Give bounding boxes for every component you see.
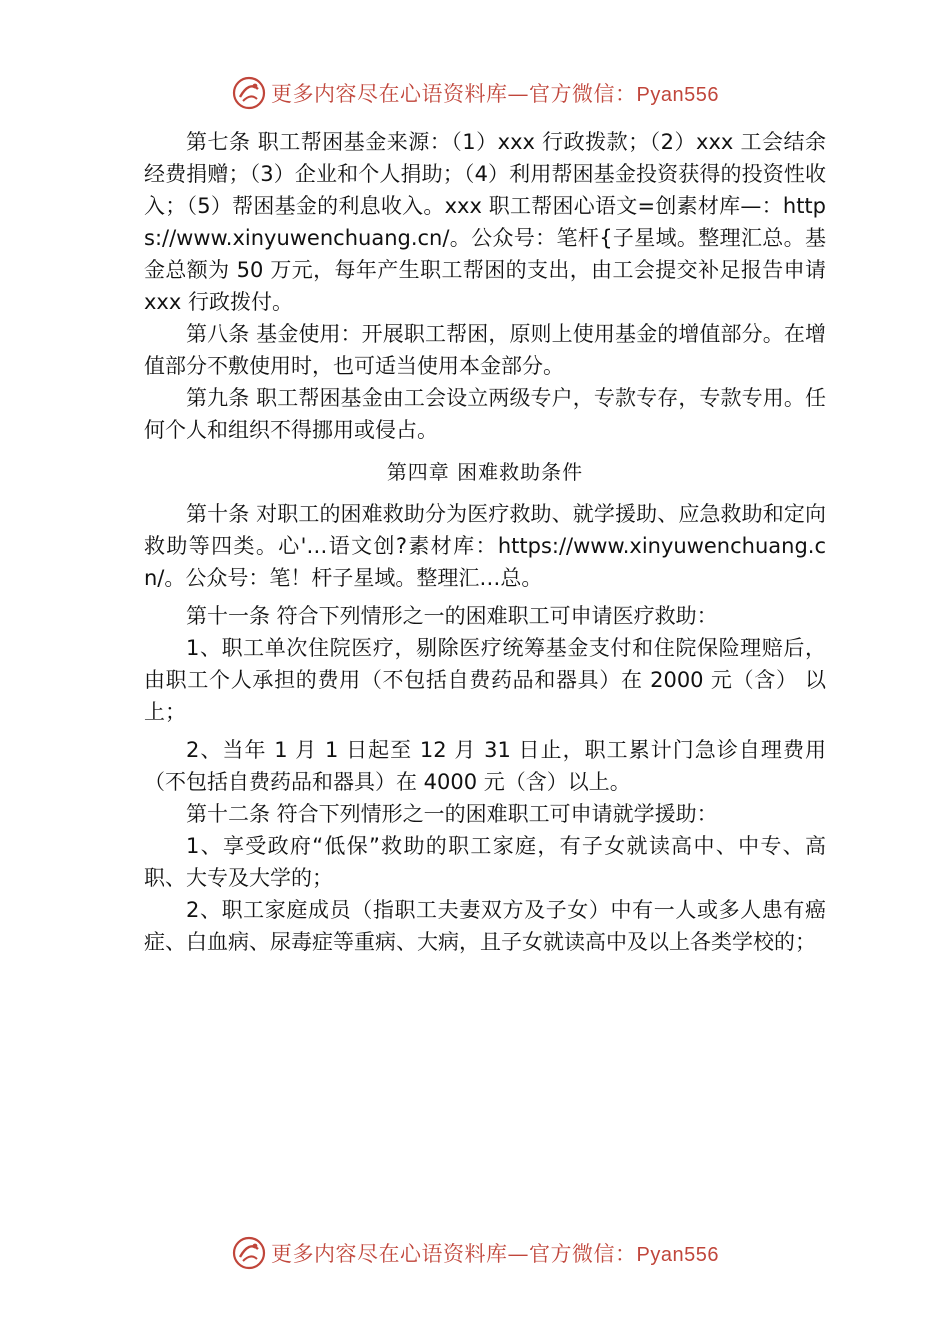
article-12-item-2: 2、职工家庭成员（指职工夫妻双方及子女）中有一人或多人患有癌症、白血病、尿毒症等重病、大病，且子女就读高中及以上各类学校的；	[144, 898, 826, 954]
banner-text	[271, 78, 719, 108]
brand-logo-icon	[231, 75, 267, 111]
article-10: 第十条 对职工的困难救助分为医疗救助、就学援助、应急救助和定向救助等四类。心'…语文创?素材库：https://www.xinyuwenchuang.cn/。公众号：笔！杆子星域。整理汇…总。	[144, 502, 826, 590]
article-12: 第十二条 符合下列情形之一的困难职工可申请就学援助：	[186, 802, 718, 826]
article-9: 第九条 职工帮困基金由工会设立两级专户，专款专存，专款专用。任何个人和组织不得挪用或侵占。	[144, 386, 826, 442]
banner-label: 更多内容尽在心语资料库—官方微信：	[271, 82, 637, 106]
article-11-item-2: 2、当年 1 月 1 日起至 12 月 31 日止，职工累计门急诊自理费用（不包括自费药品和器具）在 4000 元（含）以上。	[144, 738, 826, 794]
article-11-item-1: 1、职工单次住院医疗，剔除医疗统筹基金支付和住院保险理赔后，由职工个人承担的费用（不包括自费药品和器具）在 2000 元（含） 以上；	[144, 636, 826, 724]
article-12-item-1: 1、享受政府“低保”救助的职工家庭，有子女就读高中、中专、高职、大专及大学的；	[144, 834, 826, 890]
article-7: 第七条 职工帮困基金来源：（1）xxx 行政拨款；（2）xxx 工会结余经费捐赠；（3）企业和个人捐助；（4）利用帮困基金投资获得的投资性收入；（5）帮困基金的利息收入。xxx 职工帮困心语文=创素材库—：https://www.xinyuwenchuang.cn/。公众号：笔杆{子星域。整理汇总。基金总额为 50 万元，每年产生职工帮困的支出，由工会提交补足报告申请 xxx 行政拨付。	[144, 130, 826, 314]
article-11: 第十一条 符合下列情形之一的困难职工可申请医疗救助：	[186, 604, 718, 628]
article-8: 第八条 基金使用：开展职工帮困，原则上使用基金的增值部分。在增值部分不敷使用时，也可适当使用本金部分。	[144, 322, 826, 378]
banner-wechat-id: Pyan556	[636, 84, 719, 106]
banner-label: 更多内容尽在心语资料库—官方微信：	[271, 1242, 637, 1266]
document-body	[144, 126, 826, 958]
banner-text	[271, 1238, 719, 1268]
banner-wechat-id: Pyan556	[636, 1244, 719, 1266]
header-banner	[0, 70, 950, 116]
footer-banner	[0, 1230, 950, 1276]
chapter-title: 第四章 困难救助条件	[386, 460, 584, 484]
brand-logo-icon	[231, 1235, 267, 1271]
